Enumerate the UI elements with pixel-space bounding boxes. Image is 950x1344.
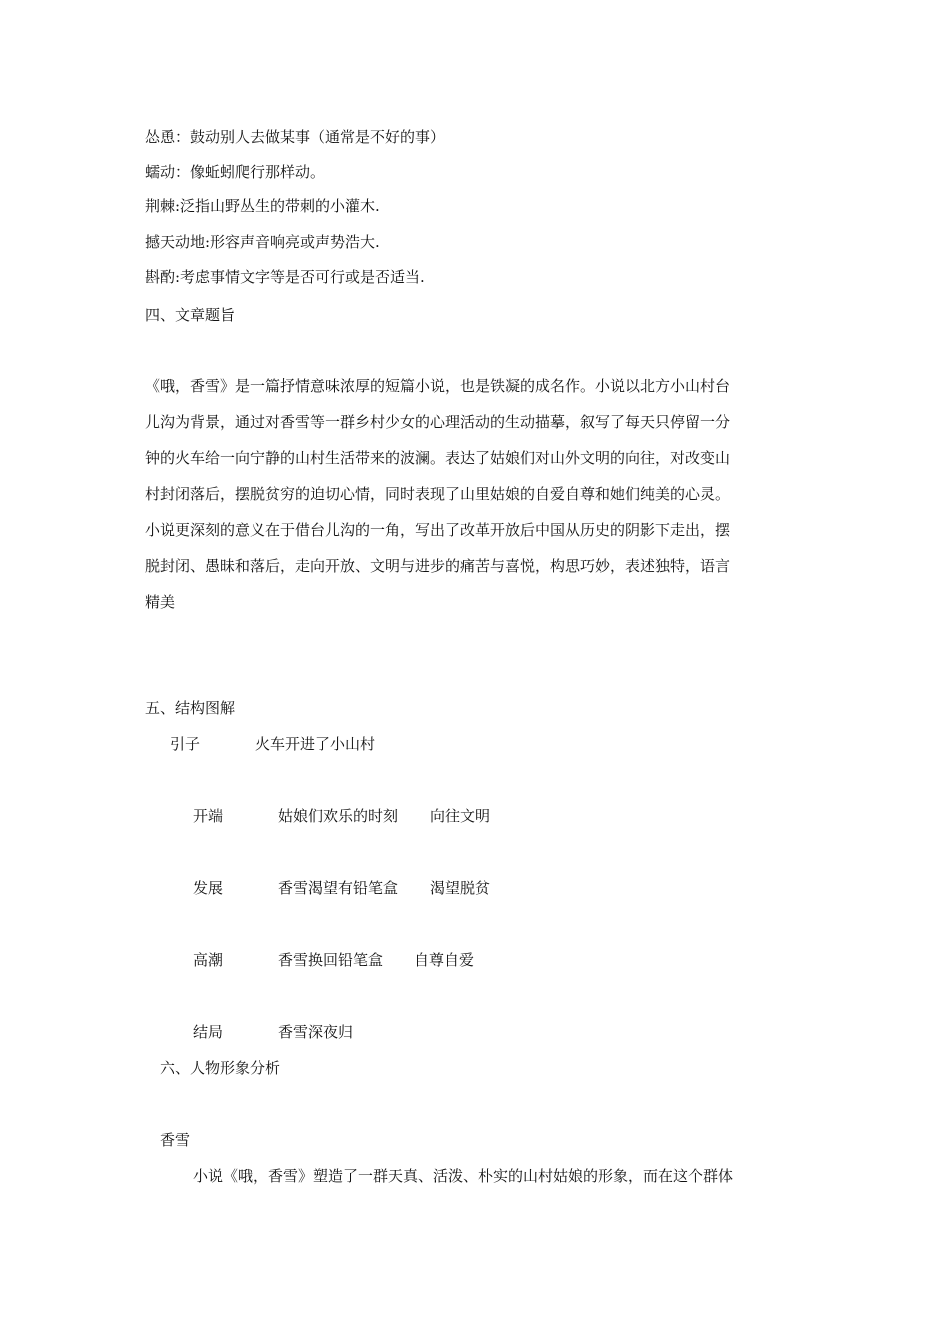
paragraph-line: 小说更深刻的意义在于借台儿沟的一角，写出了改革开放后中国从历史的阴影下走出，摆 [145, 521, 731, 539]
glossary-item: 斟酌:考虑事情文字等是否可行或是否适当. [145, 268, 425, 286]
structure-label: 引子 [170, 735, 201, 753]
structure-text: 姑娘们欢乐的时刻 [278, 807, 399, 825]
paragraph-line: 儿沟为背景，通过对香雪等一群乡村少女的心理活动的生动描摹，叙写了每天只停留一分 [145, 413, 731, 431]
section-heading: 四、文章题旨 [145, 306, 236, 324]
paragraph-line: 脱封闭、愚昧和落后，走向开放、文明与进步的痛苦与喜悦，构思巧妙，表述独特，语言 [145, 557, 731, 575]
paragraph-line: 《哦，香雪》是一篇抒情意味浓厚的短篇小说，也是铁凝的成名作。小说以北方小山村台 [145, 377, 731, 395]
glossary-item: 荆棘:泛指山野丛生的带刺的小灌木. [145, 197, 380, 215]
paragraph-line: 钟的火车给一向宁静的山村生活带来的波澜。表达了姑娘们对山外文明的向往，对改变山 [145, 449, 731, 467]
structure-label: 开端 [193, 807, 224, 825]
structure-text: 香雪换回铅笔盒 [278, 951, 384, 969]
paragraph-line: 精美 [145, 593, 176, 611]
structure-theme: 自尊自爱 [414, 951, 475, 969]
structure-text: 香雪渴望有铅笔盒 [278, 879, 399, 897]
structure-label: 高潮 [193, 951, 224, 969]
structure-theme: 向往文明 [430, 807, 491, 825]
paragraph-line: 小说《哦，香雪》塑造了一群天真、活泼、朴实的山村姑娘的形象，而在这个群体 [193, 1167, 734, 1185]
structure-text: 火车开进了小山村 [255, 735, 376, 753]
glossary-item: 怂恿：鼓动别人去做某事（通常是不好的事） [145, 128, 446, 146]
glossary-item: 蠕动：像蚯蚓爬行那样动。 [145, 163, 326, 181]
structure-theme: 渴望脱贫 [430, 879, 491, 897]
structure-label: 结局 [193, 1023, 224, 1041]
section-heading: 六、人物形象分析 [160, 1059, 281, 1077]
section-heading: 五、结构图解 [145, 699, 236, 717]
summary-paragraph [145, 368, 810, 620]
character-name: 香雪 [160, 1131, 191, 1149]
structure-text: 香雪深夜归 [278, 1023, 354, 1041]
structure-label: 发展 [193, 879, 224, 897]
paragraph-line: 村封闭落后，摆脱贫穷的迫切心情，同时表现了山里姑娘的自爱自尊和她们纯美的心灵。 [145, 485, 731, 503]
glossary-item: 撼天动地:形容声音响亮或声势浩大. [145, 233, 380, 251]
